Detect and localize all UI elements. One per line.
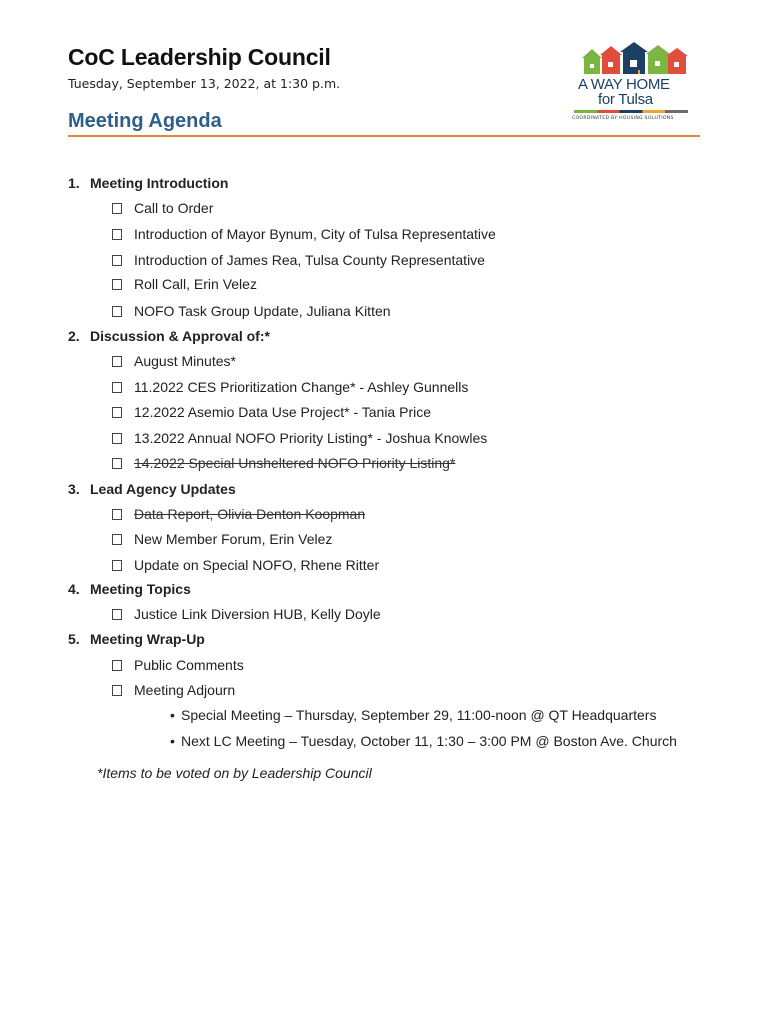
section-title: Meeting Introduction bbox=[90, 175, 229, 191]
agenda-item-text: New Member Forum, Erin Velez bbox=[134, 531, 333, 547]
agenda-item-text: Roll Call, Erin Velez bbox=[134, 276, 257, 292]
section-title: Meeting Wrap-Up bbox=[90, 631, 205, 647]
checkbox-icon bbox=[112, 560, 122, 571]
meeting-date: Tuesday, September 13, 2022, at 1:30 p.m. bbox=[68, 76, 341, 91]
agenda-item bbox=[112, 303, 391, 319]
agenda-item bbox=[112, 404, 431, 420]
agenda-item-text: Data Report, Olivia Denton Koopman bbox=[134, 506, 366, 522]
section-number: 3. bbox=[68, 481, 80, 497]
agenda-item-text: Meeting Adjourn bbox=[134, 682, 236, 698]
agenda-item-text: 14.2022 Special Unsheltered NOFO Priority Listing* bbox=[134, 455, 456, 471]
agenda-item bbox=[112, 276, 257, 292]
checkbox-icon bbox=[112, 534, 122, 545]
section-title: Meeting Topics bbox=[90, 581, 191, 597]
agenda-item-text: Update on Special NOFO, Rhene Ritter bbox=[134, 557, 380, 573]
checkbox-icon bbox=[112, 458, 122, 469]
agenda-item bbox=[112, 252, 485, 268]
logo-wordmark-line2: for Tulsa bbox=[598, 91, 653, 108]
logo-wordmark-line1: A WAY HOME bbox=[578, 76, 670, 93]
section-number: 2. bbox=[68, 328, 80, 344]
section-heading bbox=[68, 481, 236, 497]
checkbox-icon bbox=[112, 356, 122, 367]
section-title: Discussion & Approval of:* bbox=[90, 328, 270, 344]
section-heading bbox=[68, 631, 205, 647]
agenda-item-text: 11.2022 CES Prioritization Change* - Ashley Gunnells bbox=[134, 379, 469, 395]
agenda-item-text: August Minutes* bbox=[134, 353, 236, 369]
agenda-item bbox=[112, 353, 236, 369]
checkbox-icon bbox=[112, 306, 122, 317]
agenda-sub-item-text: Next LC Meeting – Tuesday, October 11, 1:30 – 3:00 PM @ Boston Ave. Church bbox=[181, 733, 677, 749]
checkbox-icon bbox=[112, 407, 122, 418]
agenda-item-struck bbox=[112, 506, 365, 522]
agenda-item-text: Introduction of Mayor Bynum, City of Tulsa Representative bbox=[134, 226, 496, 242]
logo-color-bar bbox=[574, 110, 688, 113]
agenda-item-text: Public Comments bbox=[134, 657, 244, 673]
checkbox-icon bbox=[112, 509, 122, 520]
checkbox-icon bbox=[112, 229, 122, 240]
agenda-item-text: NOFO Task Group Update, Juliana Kitten bbox=[134, 303, 391, 319]
footnote: *Items to be voted on by Leadership Council bbox=[97, 765, 372, 781]
section-heading bbox=[68, 581, 191, 597]
agenda-item bbox=[112, 430, 487, 446]
houses-icon bbox=[580, 42, 690, 76]
agenda-item-text: Justice Link Diversion HUB, Kelly Doyle bbox=[134, 606, 381, 622]
agenda-sub-item-text: Special Meeting – Thursday, September 29, 11:00-noon @ QT Headquarters bbox=[181, 707, 657, 723]
agenda-item bbox=[112, 531, 332, 547]
agenda-heading: Meeting Agenda bbox=[68, 110, 222, 132]
agenda-sub-item bbox=[170, 733, 677, 749]
checkbox-icon bbox=[112, 255, 122, 266]
agenda-item-text: 12.2022 Asemio Data Use Project* - Tania Price bbox=[134, 404, 432, 420]
checkbox-icon bbox=[112, 382, 122, 393]
agenda-item bbox=[112, 657, 244, 673]
checkbox-icon bbox=[112, 433, 122, 444]
section-number: 5. bbox=[68, 631, 80, 647]
section-heading bbox=[68, 175, 228, 191]
section-number: 4. bbox=[68, 581, 80, 597]
agenda-item-text: Call to Order bbox=[134, 200, 214, 216]
heading-divider bbox=[68, 135, 700, 137]
agenda-item-text: Introduction of James Rea, Tulsa County Representative bbox=[134, 252, 485, 268]
checkbox-icon bbox=[112, 279, 122, 290]
agenda-item bbox=[112, 379, 468, 395]
agenda-item bbox=[112, 606, 381, 622]
agenda-item bbox=[112, 682, 235, 698]
section-title: Lead Agency Updates bbox=[90, 481, 236, 497]
bullet-icon: • bbox=[170, 733, 175, 749]
bullet-icon: • bbox=[170, 707, 175, 723]
checkbox-icon bbox=[112, 203, 122, 214]
agenda-item bbox=[112, 200, 213, 216]
checkbox-icon bbox=[112, 660, 122, 671]
section-number: 1. bbox=[68, 175, 80, 191]
section-heading bbox=[68, 328, 270, 344]
checkbox-icon bbox=[112, 685, 122, 696]
agenda-item-text: 13.2022 Annual NOFO Priority Listing* - Joshua Knowles bbox=[134, 430, 488, 446]
logo-tagline: COORDINATED BY HOUSING SOLUTIONS bbox=[572, 116, 674, 121]
agenda-item bbox=[112, 226, 496, 242]
a-way-home-logo bbox=[570, 40, 700, 125]
agenda-item bbox=[112, 557, 379, 573]
agenda-sub-item bbox=[170, 707, 656, 723]
agenda-item-struck bbox=[112, 455, 455, 471]
checkbox-icon bbox=[112, 609, 122, 620]
document-title: CoC Leadership Council bbox=[68, 44, 331, 70]
